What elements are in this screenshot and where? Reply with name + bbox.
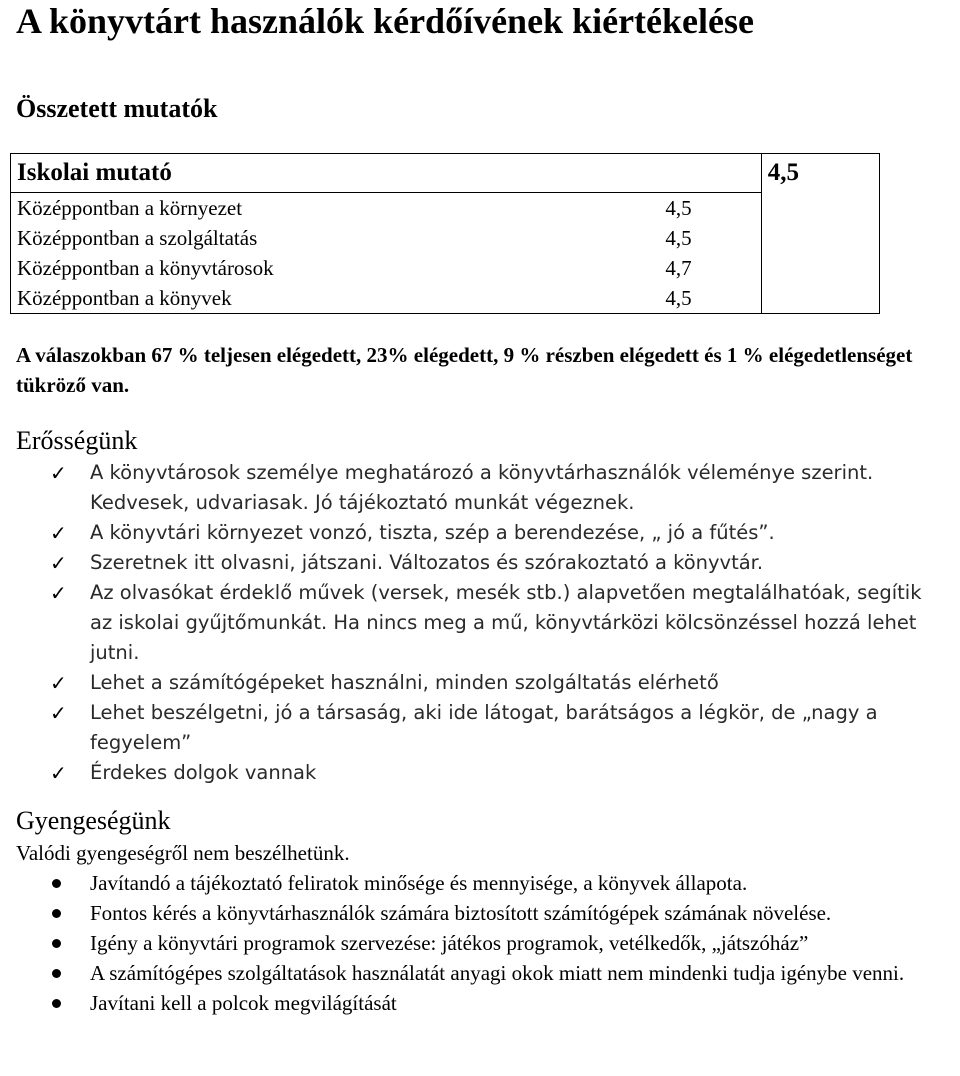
bullet-icon [52,909,61,918]
table-header-empty-cell [659,154,761,193]
table-row [11,223,880,253]
list-item [50,548,930,578]
list-item-text: Az olvasókat érdeklő művek (versek, mesék stb.) alapvetően megtalálhatóak, segítik az iskolai gyűjtőmunkát. Ha nincs meg a mű, könyvtárközi kölcsönzéssel hozzá lehet jutni. [90,581,922,664]
bullet-icon [52,879,61,888]
list-item-text: A könyvtári környezet vonzó, tiszta, szép a berendezése, „ jó a fűtés”. [90,521,775,544]
list-item-text: Lehet a számítógépeket használni, minden szolgáltatás elérhető [90,671,719,694]
table-row-label: Középpontban a szolgáltatás [17,226,258,250]
checkmark-icon: ✓ [50,581,67,605]
bullet-icon [52,969,61,978]
list-item [50,899,940,927]
table-row [11,253,880,283]
list-item [50,758,930,788]
list-item [50,518,930,548]
section-heading-weaknesses: Gyengeségünk [16,806,171,835]
list-item-text: Lehet beszélgetni, jó a társaság, aki ide látogat, barátságos a légkör, de „nagy a fegyelem” [90,701,878,754]
list-item [50,578,930,668]
weaknesses-list [50,869,940,1019]
list-item [50,869,940,897]
list-item-text: Érdekes dolgok vannak [90,761,317,784]
list-item [50,929,940,957]
list-item-text: Szeretnek itt olvasni, játszani. Változatos és szórakoztató a könyvtár. [90,551,764,574]
checkmark-icon: ✓ [50,551,67,575]
table-header-row [11,154,880,193]
table-row-label: Középpontban a könyvtárosok [17,256,274,280]
list-item [50,959,940,987]
checkmark-icon: ✓ [50,461,67,485]
list-item-text: Fontos kérés a könyvtárhasználók számára biztosított számítógépek számának növelése. [90,901,832,925]
document-title: A könyvtárt használók kérdőívének kiértékelése [16,1,754,41]
section-heading-strengths: Erősségünk [16,426,138,455]
indicator-table [10,153,880,314]
checkmark-icon: ✓ [50,671,67,695]
table-header-label: Iskolai mutató [11,154,660,193]
strengths-list [50,458,930,788]
bullet-icon [52,999,61,1008]
list-item [50,458,930,518]
list-item [50,698,930,758]
checkmark-icon: ✓ [50,701,67,725]
section-heading-composite-indicators: Összetett mutatók [16,94,218,123]
list-item-text: A könyvtárosok személye meghatározó a könyvtárhasználók véleménye szerint. Kedvesek, udvariasak. Jó tájékoztató munkát végeznek. [90,461,874,514]
list-item-text: A számítógépes szolgáltatások használatát anyagi okok miatt nem mindenki tudja igénybe venni. [90,961,905,985]
satisfaction-summary: A válaszokban 67 % teljesen elégedett, 23% elégedett, 9 % részben elégedett és 1 % elégedetlenséget tükröző van. [16,343,913,397]
table-row [11,283,880,314]
table-row-value: 4,5 [659,223,761,253]
checkmark-icon: ✓ [50,761,67,785]
table-row [11,193,880,224]
list-item [50,668,930,698]
checkmark-icon: ✓ [50,521,67,545]
table-row-value: 4,5 [659,283,761,314]
bullet-icon [52,939,61,948]
list-item-text: Javítani kell a polcok megvilágítását [90,991,397,1015]
table-row-label: Középpontban a környezet [17,196,243,220]
table-header-value: 4,5 [767,159,799,187]
table-row-label: Középpontban a könyvek [17,286,232,310]
table-row-value: 4,7 [659,253,761,283]
table-row-value: 4,5 [659,193,761,224]
weaknesses-intro: Valódi gyengeségről nem beszélhetünk. [16,841,350,865]
list-item-text: Igény a könyvtári programok szervezése: játékos programok, vetélkedők, „játszóház” [90,931,809,955]
list-item [50,989,940,1017]
list-item-text: Javítandó a tájékoztató feliratok minősége és mennyisége, a könyvek állapota. [90,871,748,895]
